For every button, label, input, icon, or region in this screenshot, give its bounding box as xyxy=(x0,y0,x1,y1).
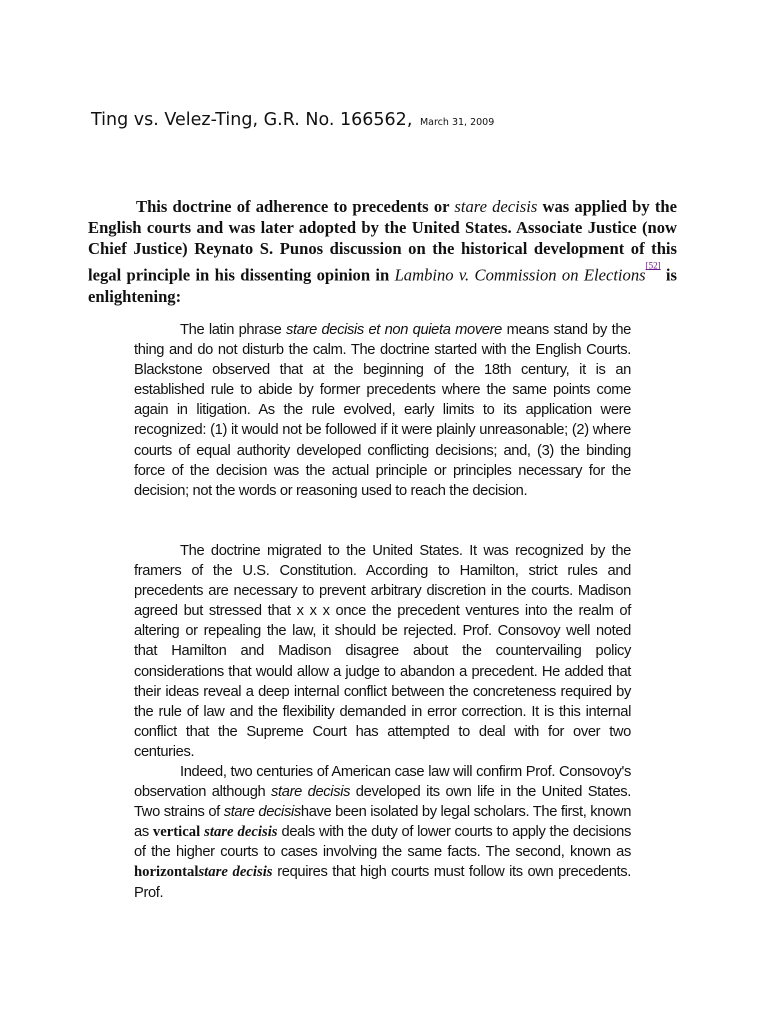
quote3-text-4: deals with the duty of lower courts to apply the decisions of the higher courts to cases involving the same facts. The second, known as xyxy=(134,824,631,861)
case-date: March 31, 2009 xyxy=(419,117,495,128)
quote3-vertical: vertical xyxy=(152,824,201,841)
quote3-stare-decisis-2: stare decisis xyxy=(223,804,301,821)
quote3-stare-decisis-4: stare decisis xyxy=(198,864,273,881)
quote3-text-1: Indeed, two centuries of American case law will confirm Prof. Consovoy's observation although xyxy=(134,764,631,801)
quote3-stare-decisis-3: stare decisis xyxy=(200,824,278,841)
quote3-text-3: have been isolated by legal scholars. The first, known as xyxy=(134,804,632,841)
quote1-text-1: The latin phrase xyxy=(180,322,286,338)
intro-stare-decisis: stare decisis xyxy=(454,197,538,216)
quote2-text: The doctrine migrated to the United States. It was recognized by the framers of the U.S. Constitution. According to Hamilton, strict rules and precedents are necessary to prevent arbitrary discretion in the courts. Madison agreed but stressed that x x x once the precedent ventures into the realm of altering or repealing the law, it should be rejected. Prof. Consovoy well noted that Hamilton and Madison disagree about the countervailing policy considerations that would allow a judge to abandon a precedent. He added that their ideas reveal a deep internal conflict between the concreteness required by the rule of law and the flexibility demanded in error correction. It is this internal conflict that the Supreme Court has attempted to deal with for over two centuries. xyxy=(134,543,631,760)
case-reference: Lambino v. Commission on Elections xyxy=(394,265,646,285)
quote3-horizontal: horizontal xyxy=(134,864,199,881)
footnote-link[interactable]: [52] xyxy=(645,260,661,271)
quote-paragraph-3 xyxy=(134,762,631,903)
intro-text-3: is enlightening: xyxy=(88,265,677,306)
intro-paragraph xyxy=(88,196,677,307)
case-title xyxy=(91,110,494,130)
quote3-text-5: requires that high courts must follow its own precedents. Prof. xyxy=(134,864,631,901)
quote1-latin-phrase: stare decisis et non quieta movere xyxy=(285,322,502,338)
quote3-stare-decisis-1: stare decisis xyxy=(271,784,351,801)
quote3-text-2: developed its own life in the United States. Two strains of xyxy=(134,784,631,821)
intro-text-2: was applied by the English courts and was later adopted by the United States. Associate Justice (now Chief Justice) Reynato S. Punos discussion on the historical development of this legal principle in his dissenting opinion in xyxy=(88,197,677,285)
intro-text-1: This doctrine of adherence to precedents or xyxy=(136,197,455,216)
quote1-text-2: means stand by the thing and do not disturb the calm. The doctrine started with the English Courts. Blackstone observed that at the beginning of the 18th century, it is an established rule to abide by former precedents where the same points come again in litigation. As the rule evolved, early limits to its application were recognized: (1) it would not be followed if it were plainly unreasonable; (2) where courts of equal authority developed conflicting decisions; and, (3) the binding force of the decision was the actual principle or principles necessary for the decision; not the words or reasoning used to reach the decision. xyxy=(134,322,631,499)
quote-paragraph-2 xyxy=(134,541,631,762)
case-title-text: Ting vs. Velez-Ting, G.R. No. 166562, xyxy=(91,110,413,130)
quote-paragraph-1 xyxy=(134,320,631,501)
